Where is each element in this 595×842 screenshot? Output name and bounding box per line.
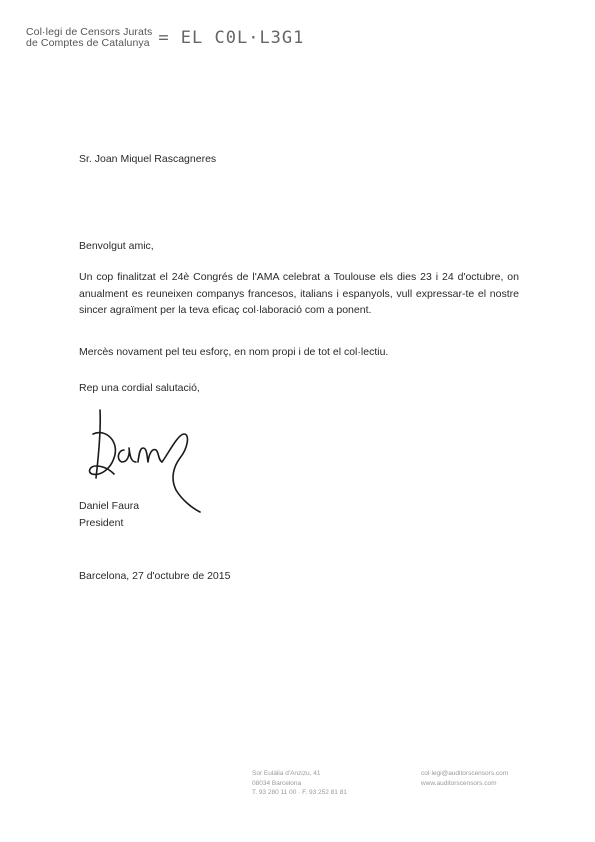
brand-logo-text: = EL C0L·L3G1	[158, 28, 305, 48]
signer-name: Daniel Faura	[79, 500, 140, 512]
footer-phone-fax: T. 93 280 11 00 · F. 93 252 81 81	[252, 789, 347, 796]
footer-email: col·legi@auditorscensors.com	[421, 770, 509, 777]
closing: Rep una cordial salutació,	[79, 382, 200, 394]
signer-title: President	[79, 517, 124, 529]
organization-name	[26, 27, 152, 49]
date-line: Barcelona, 27 d'octubre de 2015	[79, 570, 231, 582]
organization-name-line2: de Comptes de Catalunya	[26, 37, 150, 49]
greeting: Benvolgut amic,	[79, 240, 154, 252]
body-paragraph-2: Mercès novament pel teu esforç, en nom propi i de tot el col·lectiu.	[79, 346, 389, 358]
footer-address-line1: Sor Eulàlia d'Anzizu, 41	[252, 770, 321, 777]
footer-address-line2: 08034 Barcelona	[252, 779, 302, 787]
footer-contact	[421, 769, 508, 788]
organization-name-line1: Col·legi de Censors Jurats	[26, 26, 153, 38]
footer-address	[252, 769, 347, 798]
letterhead	[26, 27, 304, 49]
body-paragraph-1: Un cop finalitzat el 24è Congrés de l'AMA celebrat a Toulouse els dies 23 i 24 d'octubre, on anualment es reuneixen companys francesos, italians i espanyols, vull expressar-te el nostre sincer agraïment per la teva eficaç col·laboració com a ponent.	[79, 271, 519, 316]
footer-website: www.auditorscensors.com	[421, 779, 497, 787]
recipient: Sr. Joan Miquel Rascagneres	[79, 153, 217, 165]
